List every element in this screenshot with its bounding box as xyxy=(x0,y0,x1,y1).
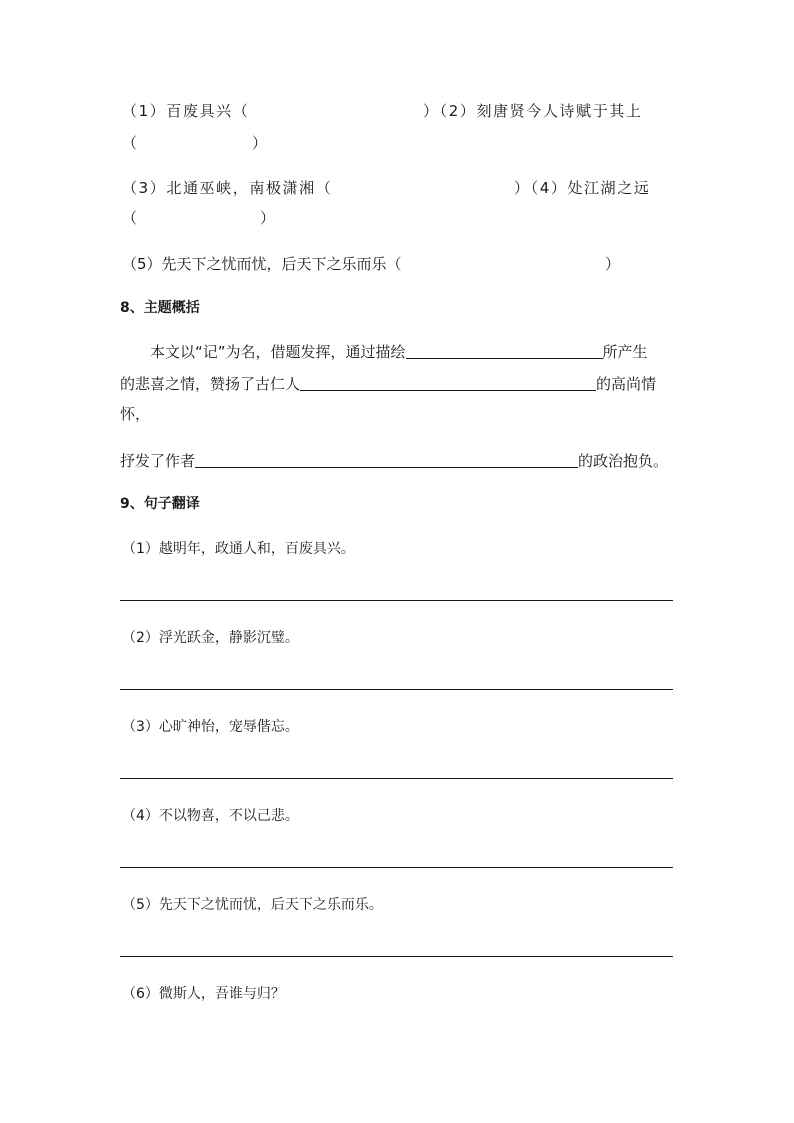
translate-item-2: （2）浮光跃金，静影沉璧。 xyxy=(122,630,299,646)
answer-line-2[interactable] xyxy=(120,689,673,690)
translate-item-6: （6）微斯人，吾谁与归？ xyxy=(122,986,285,1002)
fill-item-2 xyxy=(423,101,642,121)
fill-item-4 xyxy=(514,178,650,198)
translate-item-4: （4）不以物喜，不以己悲。 xyxy=(122,808,299,824)
fill-item-2-text: ）（2）刻唐贤今人诗赋于其上 xyxy=(423,102,643,120)
fill-item-4-answer-open xyxy=(122,208,137,228)
theme-sentence-line-2 xyxy=(120,374,656,394)
theme-sentence-line-1 xyxy=(150,342,648,362)
theme-text: 的悲喜之情，赞扬了古仁人 xyxy=(120,375,301,393)
theme-text: 抒发了作者 xyxy=(120,452,196,470)
paren-open: （ xyxy=(122,209,138,227)
theme-blank-1[interactable] xyxy=(406,342,603,359)
fill-item-5-close xyxy=(605,254,620,274)
fill-item-5-text: （5）先天下之忧而忧，后天下之乐而乐（ xyxy=(122,255,402,273)
fill-item-1 xyxy=(122,101,249,121)
section-9-heading: 9、句子翻译 xyxy=(120,496,200,512)
paren-close: ） xyxy=(260,209,276,227)
translate-item-5: （5）先天下之忧而忧，后天下之乐而乐。 xyxy=(122,897,383,913)
answer-line-4[interactable] xyxy=(120,867,673,868)
fill-item-4-text: ）（4）处江湖之远 xyxy=(514,179,651,197)
answer-line-3[interactable] xyxy=(120,778,673,779)
theme-text: 的高尚情 xyxy=(596,375,657,393)
translate-item-3: （3）心旷神怡，宠辱偕忘。 xyxy=(122,719,299,735)
theme-text: 本文以“记”为名，借题发挥，通过描绘 xyxy=(150,343,406,361)
theme-blank-3[interactable] xyxy=(195,451,578,468)
paren-open: （ xyxy=(122,134,138,152)
theme-blank-2[interactable] xyxy=(300,374,596,391)
fill-item-1-text: （1）百废具兴（ xyxy=(122,102,250,120)
fill-item-4-answer-close xyxy=(260,208,275,228)
theme-sentence-line-3: 怀， xyxy=(120,405,151,423)
paren-close: ） xyxy=(605,255,621,273)
fill-item-2-answer-open xyxy=(122,133,137,153)
section-8-heading: 8、主题概括 xyxy=(120,300,200,316)
fill-item-2-answer-close xyxy=(252,133,267,153)
answer-line-1[interactable] xyxy=(120,600,673,601)
translate-item-1: （1）越明年，政通人和，百废具兴。 xyxy=(122,541,355,557)
fill-item-3 xyxy=(122,178,332,198)
paren-close: ） xyxy=(252,134,268,152)
theme-text: 的政治抱负。 xyxy=(578,452,669,470)
answer-line-5[interactable] xyxy=(120,956,673,957)
theme-sentence-line-4 xyxy=(120,451,668,471)
theme-text: 所产生 xyxy=(602,343,648,361)
fill-item-3-text: （3）北通巫峡，南极潇湘（ xyxy=(122,179,333,197)
fill-item-5 xyxy=(122,254,402,274)
